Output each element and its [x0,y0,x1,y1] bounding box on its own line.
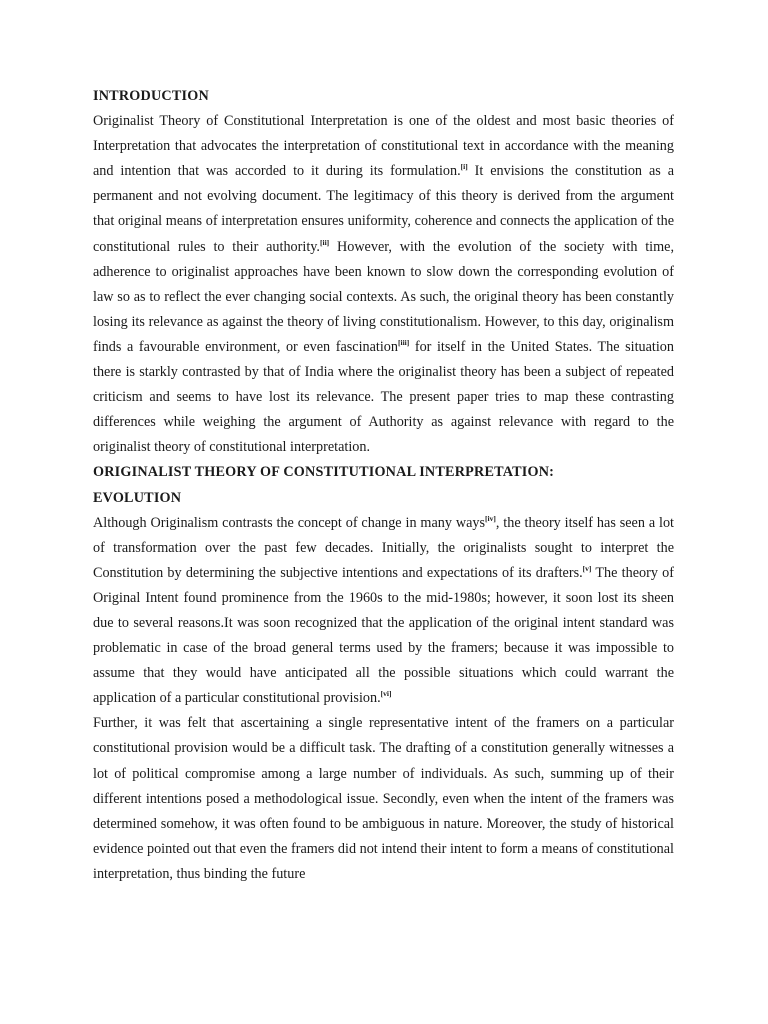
intro-text-2: It envisions the constitution as a permanent and not evolving document. The legitimacy of this theory is derived from the argument that original means of interpretation ensures uniformity, coherence and connects the application of the constitutional rules to their authority. [93,163,674,255]
intro-text-1: Originalist Theory of Constitutional Interpretation is one of the oldest and most basic theories of Interpretation that advocates the interpretation of constitutional text in accordance with the meaning and intention that was accorded to it during its formulation. [93,113,674,180]
evolution-text-2: , the theory itself has seen a lot of transformation over the past few decades. Initially, the originalists sought to interpret the Constitution by determining the subjective intentions and expectations of its drafters. [93,514,675,581]
heading-introduction: INTRODUCTION [93,88,209,104]
evolution-paragraph-2: Further, it was felt that ascertaining a single representative intent of the framers on a particular constitutional provision would be a difficult task. The drafting of a constitution generally witnesses a lot of political compromise among a large number of individuals. As such, summing up of their different intentions posed a methodological issue. Secondly, even when the intent of the framers was determined somehow, it was often found to be ambiguous in nature. Moreover, the study of historical evidence pointed out that even the framers did not intend their intent to form a means of constitutional interpretation, thus binding the future [93,715,674,882]
evolution-text-3: The theory of Original Intent found prominence from the 1960s to the mid-1980s; however, it soon lost its sheen due to several reasons.It was soon recognized that the application of the original intent standard was problematic in case of the broad general terms used by the framers; because it was impossible to assume that they would have anticipated all the possible situations which could warrant the application of a particular constitutional provision. [93,564,674,707]
intro-paragraph [93,109,674,460]
intro-text-3: However, with the evolution of the society with time, adherence to originalist approaches have been known to slow down the corresponding evolution of law so as to reflect the ever changing social contexts. As such, the original theory has been constantly losing its relevance as against the theory of living constitutionalism. However, to this day, originalism finds a favourable environment, or even fascination [93,238,674,355]
footnote-link-ii[interactable]: [ii] [319,237,330,247]
footnote-link-v[interactable]: [v] [582,563,592,573]
document-page [93,84,674,887]
heading-evolution-line-1: ORIGINALIST THEORY OF CONSTITUTIONAL INTERPRETATION: [93,464,555,481]
footnote-link-vi[interactable]: [vi] [380,689,392,699]
intro-text-4: for itself in the United States. The situation there is starkly contrasted by that of India where the originalist theory has been a subject of repeated criticism and seems to have lost its relevance. The present paper tries to map these contrasting differences while weighing the argument of Authority as against relevance with regard to the originalist theory of constitutional interpretation. [93,338,674,456]
evolution-paragraph-1 [93,511,674,712]
evolution-text-1: Although Originalism contrasts the concept of change in many ways [93,514,486,531]
footnote-link-iii[interactable]: [iii] [398,337,410,347]
footnote-link-i[interactable]: [i] [460,162,468,172]
footnote-link-iv[interactable]: [iv] [485,513,496,523]
heading-evolution-line-2: EVOLUTION [93,489,182,506]
